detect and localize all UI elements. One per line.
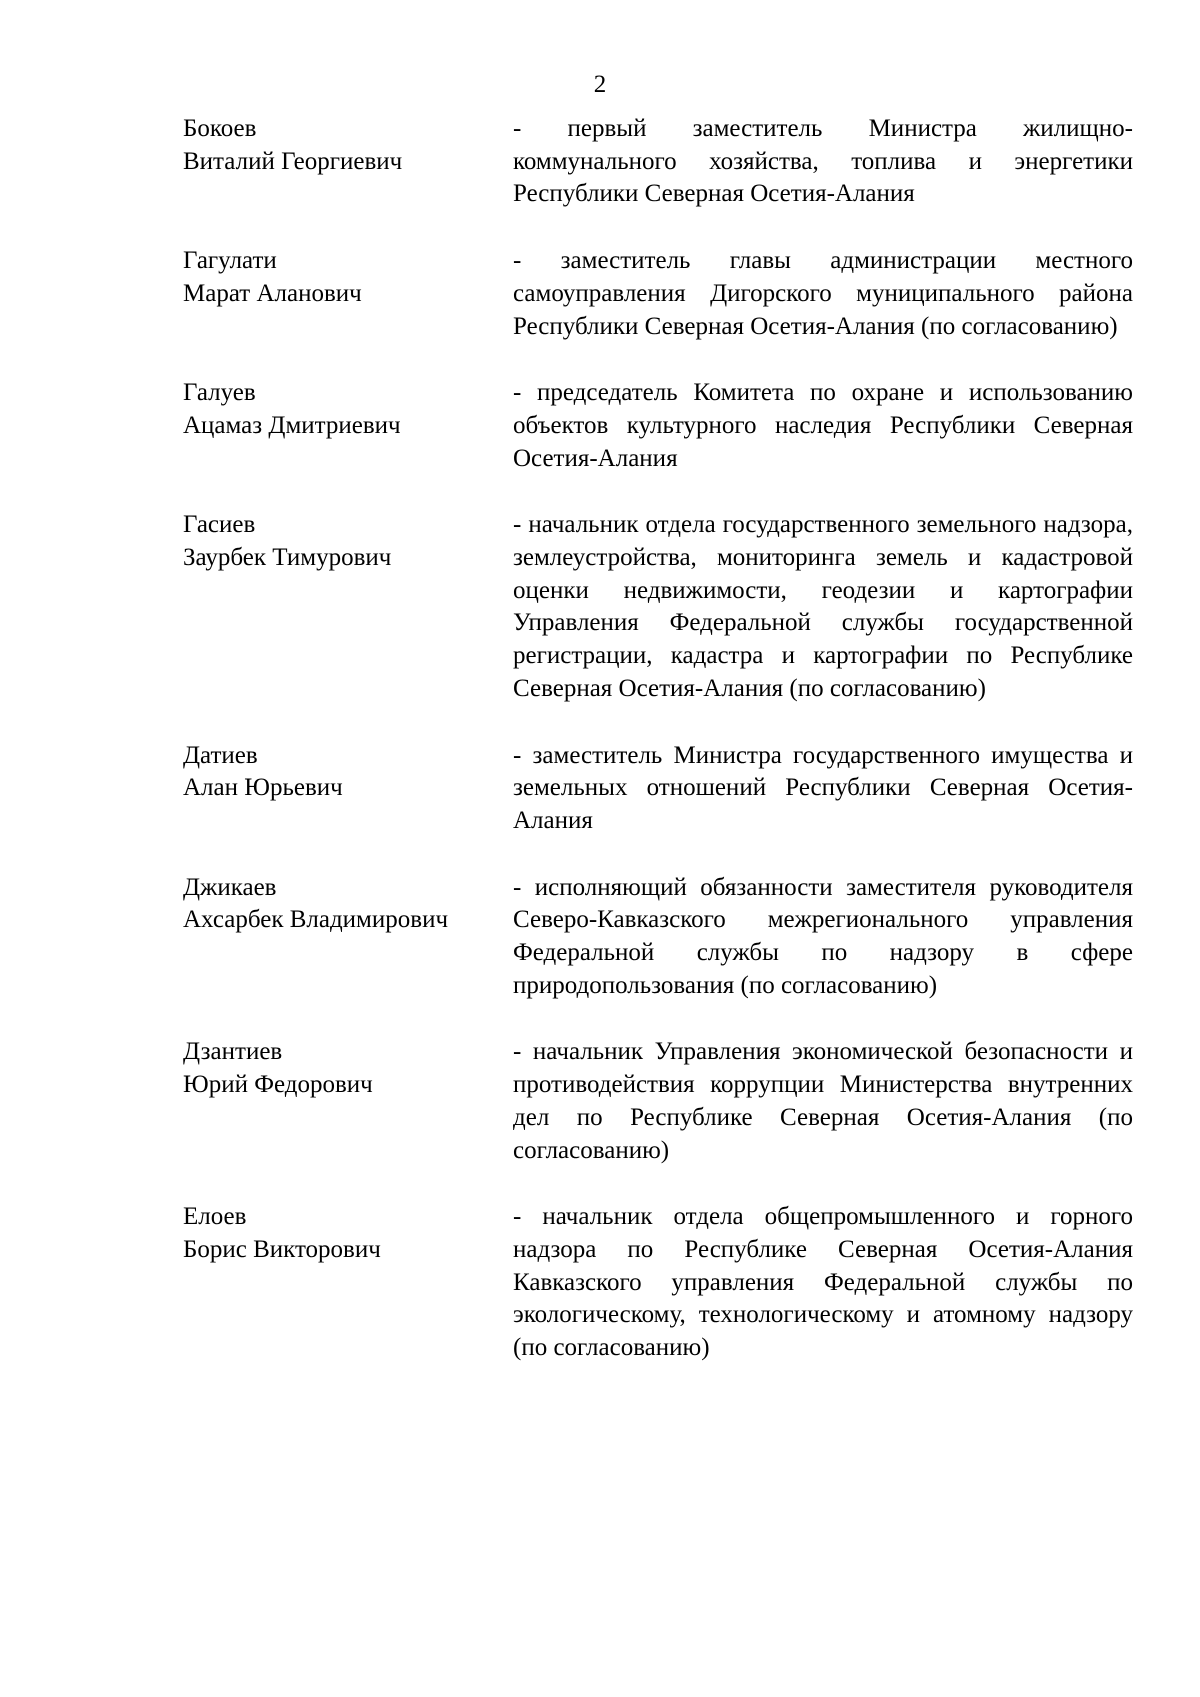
member-name: [183, 740, 513, 805]
member-position: - начальник отдела общепромышленного и горного надзора по Республике Северная Осетия-Алания Кавказского управления Федеральной службы по экологическому, технологическому и атомному надзору (по согласованию): [513, 1203, 1133, 1362]
member-name: [183, 509, 513, 574]
member-surname: Бокоев: [183, 115, 257, 142]
list-item: [183, 509, 1133, 705]
member-name: [183, 1036, 513, 1101]
member-given-names: Заурбек Тимурович: [183, 544, 392, 572]
page-number: 2: [593, 71, 607, 98]
member-surname: Джикаев: [183, 873, 277, 901]
member-surname: Галуев: [183, 379, 256, 407]
list-item: [183, 740, 1133, 838]
list-item: [183, 1036, 1133, 1167]
member-name: [183, 377, 513, 442]
member-position: - исполняющий обязанности заместителя руководителя Северо-Кавказского межрегионального управления Федеральной службы по надзору в сфере природопользования (по согласованию): [513, 873, 1133, 999]
members-list: [183, 113, 1133, 1399]
member-given-names: Юрий Федорович: [183, 1071, 373, 1099]
member-given-names: Алан Юрьевич: [183, 774, 343, 802]
member-given-names: Марат Аланович: [183, 279, 362, 307]
member-position: - заместитель главы администрации местного самоуправления Дигорского муниципального района Республики Северная Осетия-Алания (по согласованию): [513, 247, 1133, 340]
member-name: [183, 1201, 513, 1266]
member-name: [183, 245, 513, 310]
list-item: [183, 113, 1133, 211]
member-position: - начальник отдела государственного земельного надзора, землеустройства, мониторинга земель и кадастровой оценки недвижимости, геодезии и картографии Управления Федеральной службы государственной регистрации, кадастра и картографии по Республике Северная Осетия-Алания (по согласованию): [513, 511, 1133, 702]
member-surname: Дзантиев: [183, 1038, 283, 1066]
list-item: [183, 245, 1133, 343]
member-position: - начальник Управления экономической безопасности и противодействия коррупции Министерства внутренних дел по Республике Северная Осетия-Алания (по согласованию): [513, 1038, 1133, 1164]
member-surname: Гагулати: [183, 247, 277, 275]
list-item: [183, 377, 1133, 475]
member-given-names: Борис Викторович: [183, 1235, 381, 1263]
member-surname: Елоев: [183, 1203, 247, 1231]
member-given-names: Ацамаз Дмитриевич: [183, 411, 401, 439]
list-item: [183, 1201, 1133, 1365]
member-position: - первый заместитель Министра жилищно-коммунального хозяйства, топлива и энергетики Республики Северная Осетия-Алания: [513, 115, 1133, 208]
member-given-names: Виталий Георгиевич: [183, 147, 403, 175]
member-position: - председатель Комитета по охране и использованию объектов культурного наследия Республики Северная Осетия-Алания: [513, 379, 1133, 472]
member-name: [183, 872, 513, 937]
member-position: - заместитель Министра государственного имущества и земельных отношений Республики Северная Осетия-Алания: [513, 741, 1133, 834]
member-surname: Гасиев: [183, 511, 256, 539]
member-surname: Датиев: [183, 741, 258, 769]
member-given-names: Ахсарбек Владимирович: [183, 906, 449, 934]
list-item: [183, 872, 1133, 1003]
member-name: [183, 113, 513, 178]
